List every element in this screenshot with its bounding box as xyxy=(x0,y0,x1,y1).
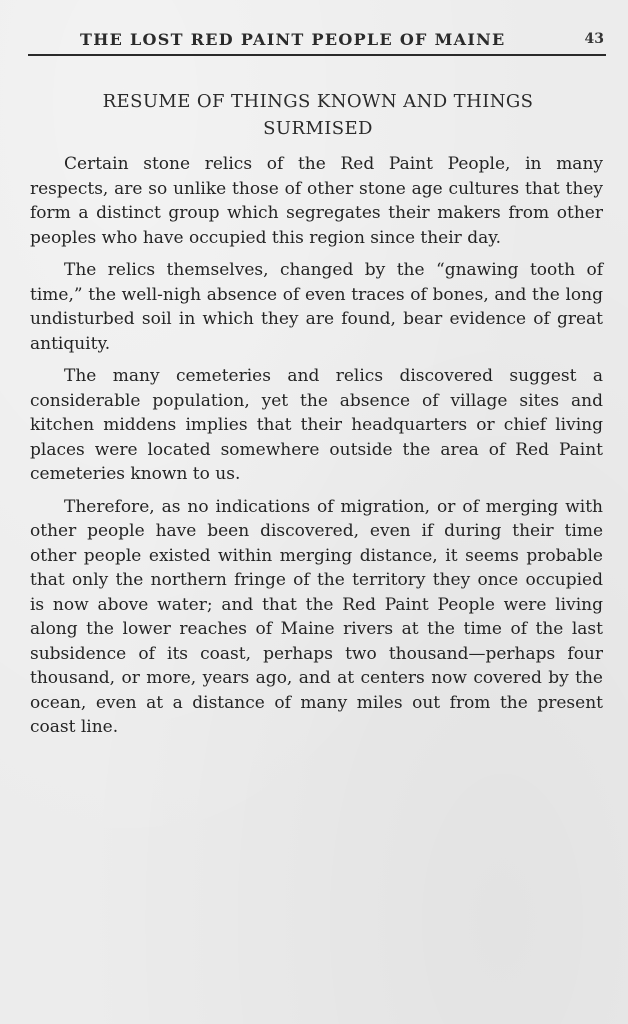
paragraph-1: Certain stone relics of the Red Paint People, in many respects, are so unlike those of other stone age cultures that they form a distinct group which segregates their makers from other peoples who have occupied this region since their day. xyxy=(30,154,603,248)
running-header xyxy=(28,28,606,56)
section-title-line-2: SURMISED xyxy=(263,118,373,139)
paragraph-3: The many cemeteries and relics discovered suggest a considerable population, yet the absence of village sites and kitchen middens implies that their headquarters or chief living places were located somewhere outside the area of Red Paint cemeteries known to us. xyxy=(30,366,603,484)
page-number: 43 xyxy=(584,31,604,47)
body-text xyxy=(30,152,603,748)
section-title xyxy=(30,88,606,142)
paragraph-2: The relics themselves, changed by the “gnawing tooth of time,” the well-nigh absence of even traces of bones, and the long undisturbed soil in which they are found, bear evidence of great antiquity. xyxy=(30,260,603,354)
section-title-line-1: RESUME OF THINGS KNOWN AND THINGS xyxy=(102,91,534,112)
paragraph-4: Therefore, as no indications of migration, or of merging with other people have been discovered, even if during their time other people existed within merging distance, it seems probable that only the northern fringe of the territory they once occupied is now above water; and that the Red Paint People were living along the lower reaches of Maine rivers at the time of the last subsidence of its coast, perhaps two thousand—perhaps four thousand, or more, years ago, and at centers now covered by the ocean, even at a distance of many miles out from the present coast line. xyxy=(30,496,603,737)
running-title: THE LOST RED PAINT PEOPLE OF MAINE xyxy=(80,30,506,49)
